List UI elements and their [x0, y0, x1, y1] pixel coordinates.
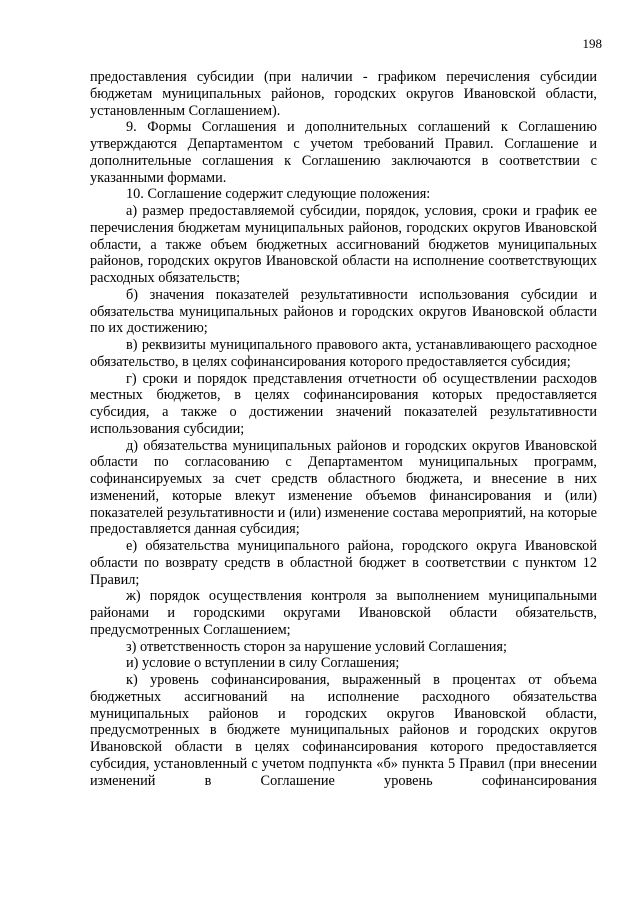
- subitem-e: е) обязательства муниципального района, городского округа Ивановской области по возврату средств в областной бюджет в соответствии с пунктом 12 Правил;: [90, 538, 597, 588]
- paragraph-continuation: предоставления субсидии (при наличии - графиком перечисления субсидии бюджетам муниципальных районов, городских округов Ивановской области, установленным Соглашением).: [90, 69, 597, 119]
- subitem-a: а) размер предоставляемой субсидии, порядок, условия, сроки и график ее перечисления бюджетам муниципальных районов, городских округов Ивановской области, а также объем бюджетных ассигнований бюджетов муниципальных районов, городских округов Ивановской области на исполнение соответствующих расходных обязательств;: [90, 203, 597, 286]
- subitem-i: и) условие о вступлении в силу Соглашения;: [126, 655, 400, 672]
- document-body: [90, 69, 597, 789]
- subitem-b: б) значения показателей результативности использования субсидии и обязательства муниципальных районов и городских округов Ивановской области по их достижению;: [90, 286, 597, 337]
- page-number: 198: [582, 36, 602, 51]
- subitem-k: к) уровень софинансирования, выраженный в процентах от объема бюджетных ассигнований на исполнение расходного обязательства муниципальных районов и городских округов Ивановской области, предусмотренных в бюджете муниципальных районов и городских округов Ивановской области в целях софинансирования которого предоставляется субсидия, установленный с учетом подпункта «б» пункта 5 Правил (при внесении изменений в Соглашение уровень софинансирования: [90, 672, 597, 789]
- subitem-zh: ж) порядок осуществления контроля за выполнением муниципальными районами и городскими округами Ивановской области обязательств, предусмотренных Соглашением;: [90, 588, 597, 638]
- subitem-z: з) ответственность сторон за нарушение условий Соглашения;: [126, 638, 507, 655]
- subitem-d: д) обязательства муниципальных районов и городских округов Ивановской области по согласованию с Департаментом муниципальных программ, софинансируемых за счет средств областного бюджета, и внесение в них изменений, которые влекут изменение объемов финансирования и (или) показателей результативности и (или) изменение состава мероприятий, на которые предоставляется данная субсидия;: [90, 437, 597, 538]
- paragraph-item-10: 10. Соглашение содержит следующие положения:: [126, 186, 431, 203]
- subitem-g: г) сроки и порядок представления отчетности об осуществлении расходов местных бюджетов, в целях софинансирования которых предоставляется субсидия, а также о достижении значений показателей результативности использования субсидии;: [90, 370, 597, 437]
- subitem-v: в) реквизиты муниципального правового акта, устанавливающего расходное обязательство, в целях софинансирования которого предоставляется субсидия;: [90, 337, 597, 370]
- paragraph-item-9: 9. Формы Соглашения и дополнительных соглашений к Соглашению утверждаются Департаментом с учетом требований Правил. Соглашение и дополнительные соглашения к Соглашению заключаются в соответствии с указанными формами.: [90, 119, 597, 186]
